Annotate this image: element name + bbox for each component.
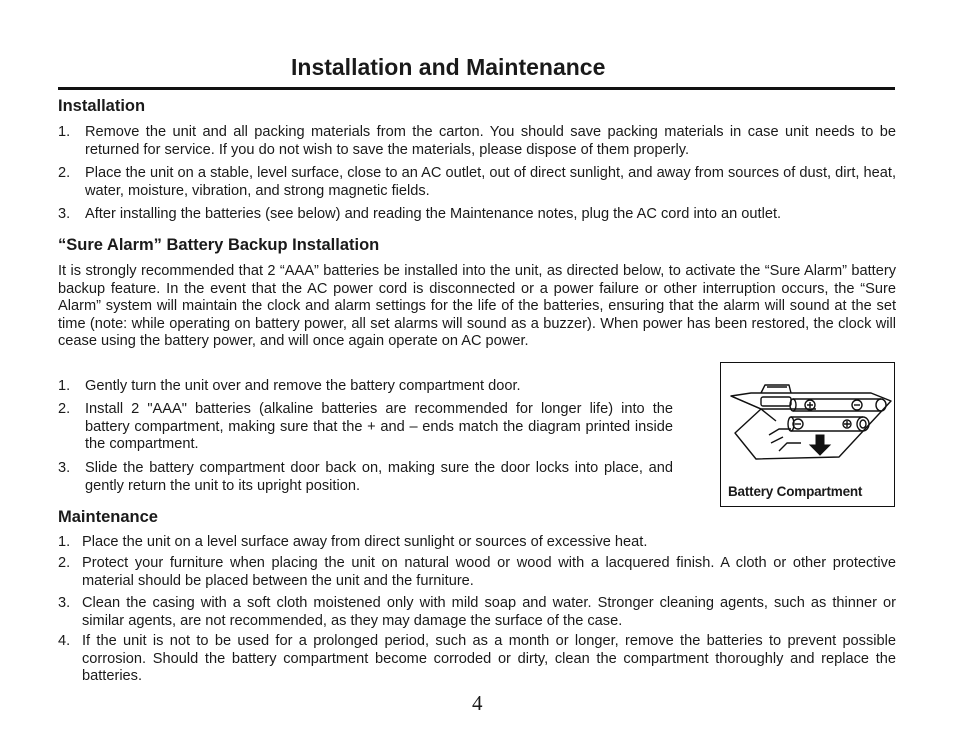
list-item-text: Remove the unit and all packing materials from the carton. You should save packing materials in case unit needs to be returned for service. If you do not wish to save the materials, please dispose of them properly. <box>85 124 896 158</box>
list-item-number: 2. <box>58 165 71 181</box>
battery-backup-intro: It is strongly recommended that 2 “AAA” batteries be installed into the unit, as directed below, to activate the “Sure Alarm” battery backup feature. In the event that the AC power cord is disconnected or a power failure or other interruption occurs, the “Sure Alarm” system will maintain the clock and alarm settings for the life of the batteries, ensuring that the alarm will sound at the set time (note: while operating on battery power, all set alarms will sound as a buzzer). When power has been restored, the clock will cease using the battery power, and will once again operate on AC power. <box>58 263 896 350</box>
list-item <box>58 555 896 590</box>
installation-heading: Installation <box>58 97 146 115</box>
page-title: Installation and Maintenance <box>291 54 606 80</box>
list-item <box>58 633 896 686</box>
battery-compartment-diagram <box>721 363 894 481</box>
list-item <box>58 534 896 552</box>
list-item-number: 1. <box>58 378 71 394</box>
list-item-number: 3. <box>58 460 71 476</box>
maintenance-heading: Maintenance <box>58 508 158 526</box>
list-item <box>58 165 896 200</box>
figure-caption: Battery Compartment <box>728 484 863 499</box>
page-number: 4 <box>472 691 483 715</box>
list-item-number: 3. <box>58 206 71 222</box>
list-item-text: Protect your furniture when placing the unit on natural wood or wood with a lacquered finish. A cloth or other protective material should be placed between the unit and the furniture. <box>82 555 896 589</box>
list-item-number: 2. <box>58 555 71 571</box>
list-item-number: 1. <box>58 534 71 550</box>
list-item-text: Place the unit on a stable, level surface, close to an AC outlet, out of direct sunlight, and away from sources of dust, dirt, heat, water, moisture, vibration, and strong magnetic fields. <box>85 165 896 199</box>
battery-backup-heading: “Sure Alarm” Battery Backup Installation <box>58 236 380 254</box>
list-item-text: If the unit is not to be used for a prolonged period, such as a month or longer, remove the batteries to prevent possible corrosion. Should the battery compartment become corroded or dirty, clean the compartment thoroughly and replace the batteries. <box>82 633 896 685</box>
list-item <box>58 460 673 495</box>
list-item-text: Install 2 "AAA" batteries (alkaline batteries are recommended for longer life) into the battery compartment, making sure that the + and – ends match the diagram printed inside the compartment. <box>85 401 673 453</box>
list-item-text: Place the unit on a level surface away from direct sunlight or sources of excessive heat. <box>82 534 648 550</box>
list-item-text: Slide the battery compartment door back on, making sure the door locks into place, and gently return the unit to its upright position. <box>85 460 673 494</box>
list-item <box>58 206 896 224</box>
list-item-text: Gently turn the unit over and remove the battery compartment door. <box>85 378 521 394</box>
list-item <box>58 595 896 630</box>
list-item <box>58 401 673 454</box>
list-item-text: After installing the batteries (see below) and reading the Maintenance notes, plug the AC cord into an outlet. <box>85 206 782 222</box>
title-divider <box>58 87 895 90</box>
battery-compartment-figure <box>720 362 895 507</box>
list-item-number: 2. <box>58 401 71 417</box>
list-item <box>58 124 896 159</box>
list-item-number: 3. <box>58 595 71 611</box>
list-item-number: 1. <box>58 124 71 140</box>
list-item-number: 4. <box>58 633 71 649</box>
list-item-text: Clean the casing with a soft cloth moistened only with mild soap and water. Stronger cleaning agents, such as thinner or similar agents, are not recommended, as they may damage the surface of the case. <box>82 595 896 629</box>
list-item <box>58 378 673 396</box>
